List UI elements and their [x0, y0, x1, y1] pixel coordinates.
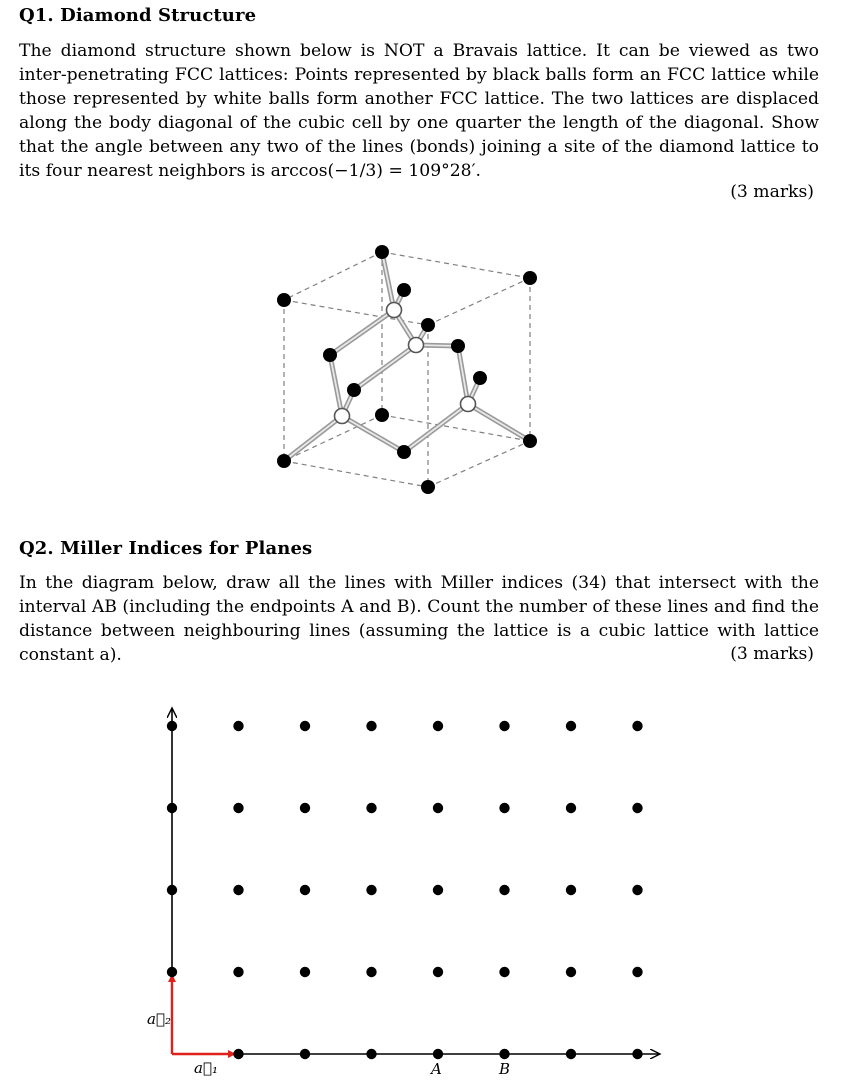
lattice-point	[167, 721, 177, 731]
lattice-point	[566, 803, 576, 813]
lattice-point	[632, 885, 642, 895]
point-b-label: B	[499, 1060, 511, 1078]
q2-marks: (3 marks)	[730, 644, 814, 664]
lattice-point	[566, 721, 576, 731]
lattice-point	[300, 967, 310, 977]
lattice-point	[433, 967, 443, 977]
black-atom	[397, 283, 411, 297]
lattice-point	[366, 721, 376, 731]
lattice-point	[300, 803, 310, 813]
bonds	[284, 252, 530, 461]
lattice-point	[300, 1049, 310, 1059]
lattice-point	[233, 885, 243, 895]
black-atom	[451, 339, 465, 353]
white-atom	[387, 303, 402, 318]
lattice-point	[366, 967, 376, 977]
black-atoms	[277, 245, 537, 494]
lattice-point	[233, 803, 243, 813]
lattice-point	[433, 885, 443, 895]
q2-body: In the diagram below, draw all the lines with Miller indices (34) that intersect with the interval AB (including the endpoints A and B). Count the number of these lines and find the distance between neighbouring lines (assuming the lattice is a cubic lattice with lattice constant a).	[19, 573, 819, 665]
white-atoms	[335, 303, 476, 424]
lattice-point	[233, 721, 243, 731]
lattice-point	[167, 967, 177, 977]
lattice-point	[167, 885, 177, 895]
black-atom	[347, 383, 361, 397]
lattice-point	[433, 721, 443, 731]
black-atom	[523, 271, 537, 285]
lattice-point	[566, 967, 576, 977]
lattice-point	[632, 1049, 642, 1059]
lattice-point	[566, 1049, 576, 1059]
white-atom	[335, 409, 350, 424]
black-atom	[397, 445, 411, 459]
black-atom	[473, 371, 487, 385]
black-atom	[323, 348, 337, 362]
q2-title: Q2. Miller Indices for Planes	[19, 538, 313, 559]
lattice-point	[499, 803, 509, 813]
q1-marks: (3 marks)	[730, 182, 814, 202]
black-atom	[277, 293, 291, 307]
a2-label: a⃗₂	[147, 1010, 171, 1028]
lattice-point	[499, 721, 509, 731]
a1-label: a⃗₁	[194, 1059, 218, 1077]
white-atom	[461, 397, 476, 412]
lattice-point	[233, 1049, 243, 1059]
black-atom	[421, 318, 435, 332]
lattice-point	[366, 803, 376, 813]
lattice-figure	[0, 690, 842, 1090]
lattice-point	[300, 721, 310, 731]
white-atom	[409, 338, 424, 353]
lattice-point	[233, 967, 243, 977]
lattice-point	[366, 1049, 376, 1059]
lattice-point	[433, 1049, 443, 1059]
black-atom	[375, 408, 389, 422]
q1-body: The diamond structure shown below is NOT a Bravais lattice. It can be viewed as two inter-penetrating FCC lattices: Points represented by black balls form an FCC lattice while those represented by white balls form another FCC lattice. The two lattices are displaced along the body diagonal of the cubic cell by one quarter the length of the diagonal. Show that the angle between any two of the lines (bonds) joining a site of the diamond lattice to its four nearest neighbors is arccos(−1/3) = 109°28′.	[19, 41, 819, 181]
black-atom	[375, 245, 389, 259]
black-atom	[277, 454, 291, 468]
lattice-point	[433, 803, 443, 813]
lattice-point	[366, 885, 376, 895]
black-atom	[523, 434, 537, 448]
lattice-point	[566, 885, 576, 895]
lattice-point	[300, 885, 310, 895]
lattice-point	[499, 967, 509, 977]
q1-title: Q1. Diamond Structure	[19, 5, 257, 26]
black-atom	[421, 480, 435, 494]
lattice-point	[167, 803, 177, 813]
diamond-structure-figure	[0, 230, 842, 510]
point-a-label: A	[431, 1060, 442, 1078]
lattice-point	[499, 885, 509, 895]
lattice-point	[499, 1049, 509, 1059]
lattice-point	[632, 721, 642, 731]
lattice-point	[632, 803, 642, 813]
lattice-points	[167, 721, 643, 1059]
lattice-point	[632, 967, 642, 977]
